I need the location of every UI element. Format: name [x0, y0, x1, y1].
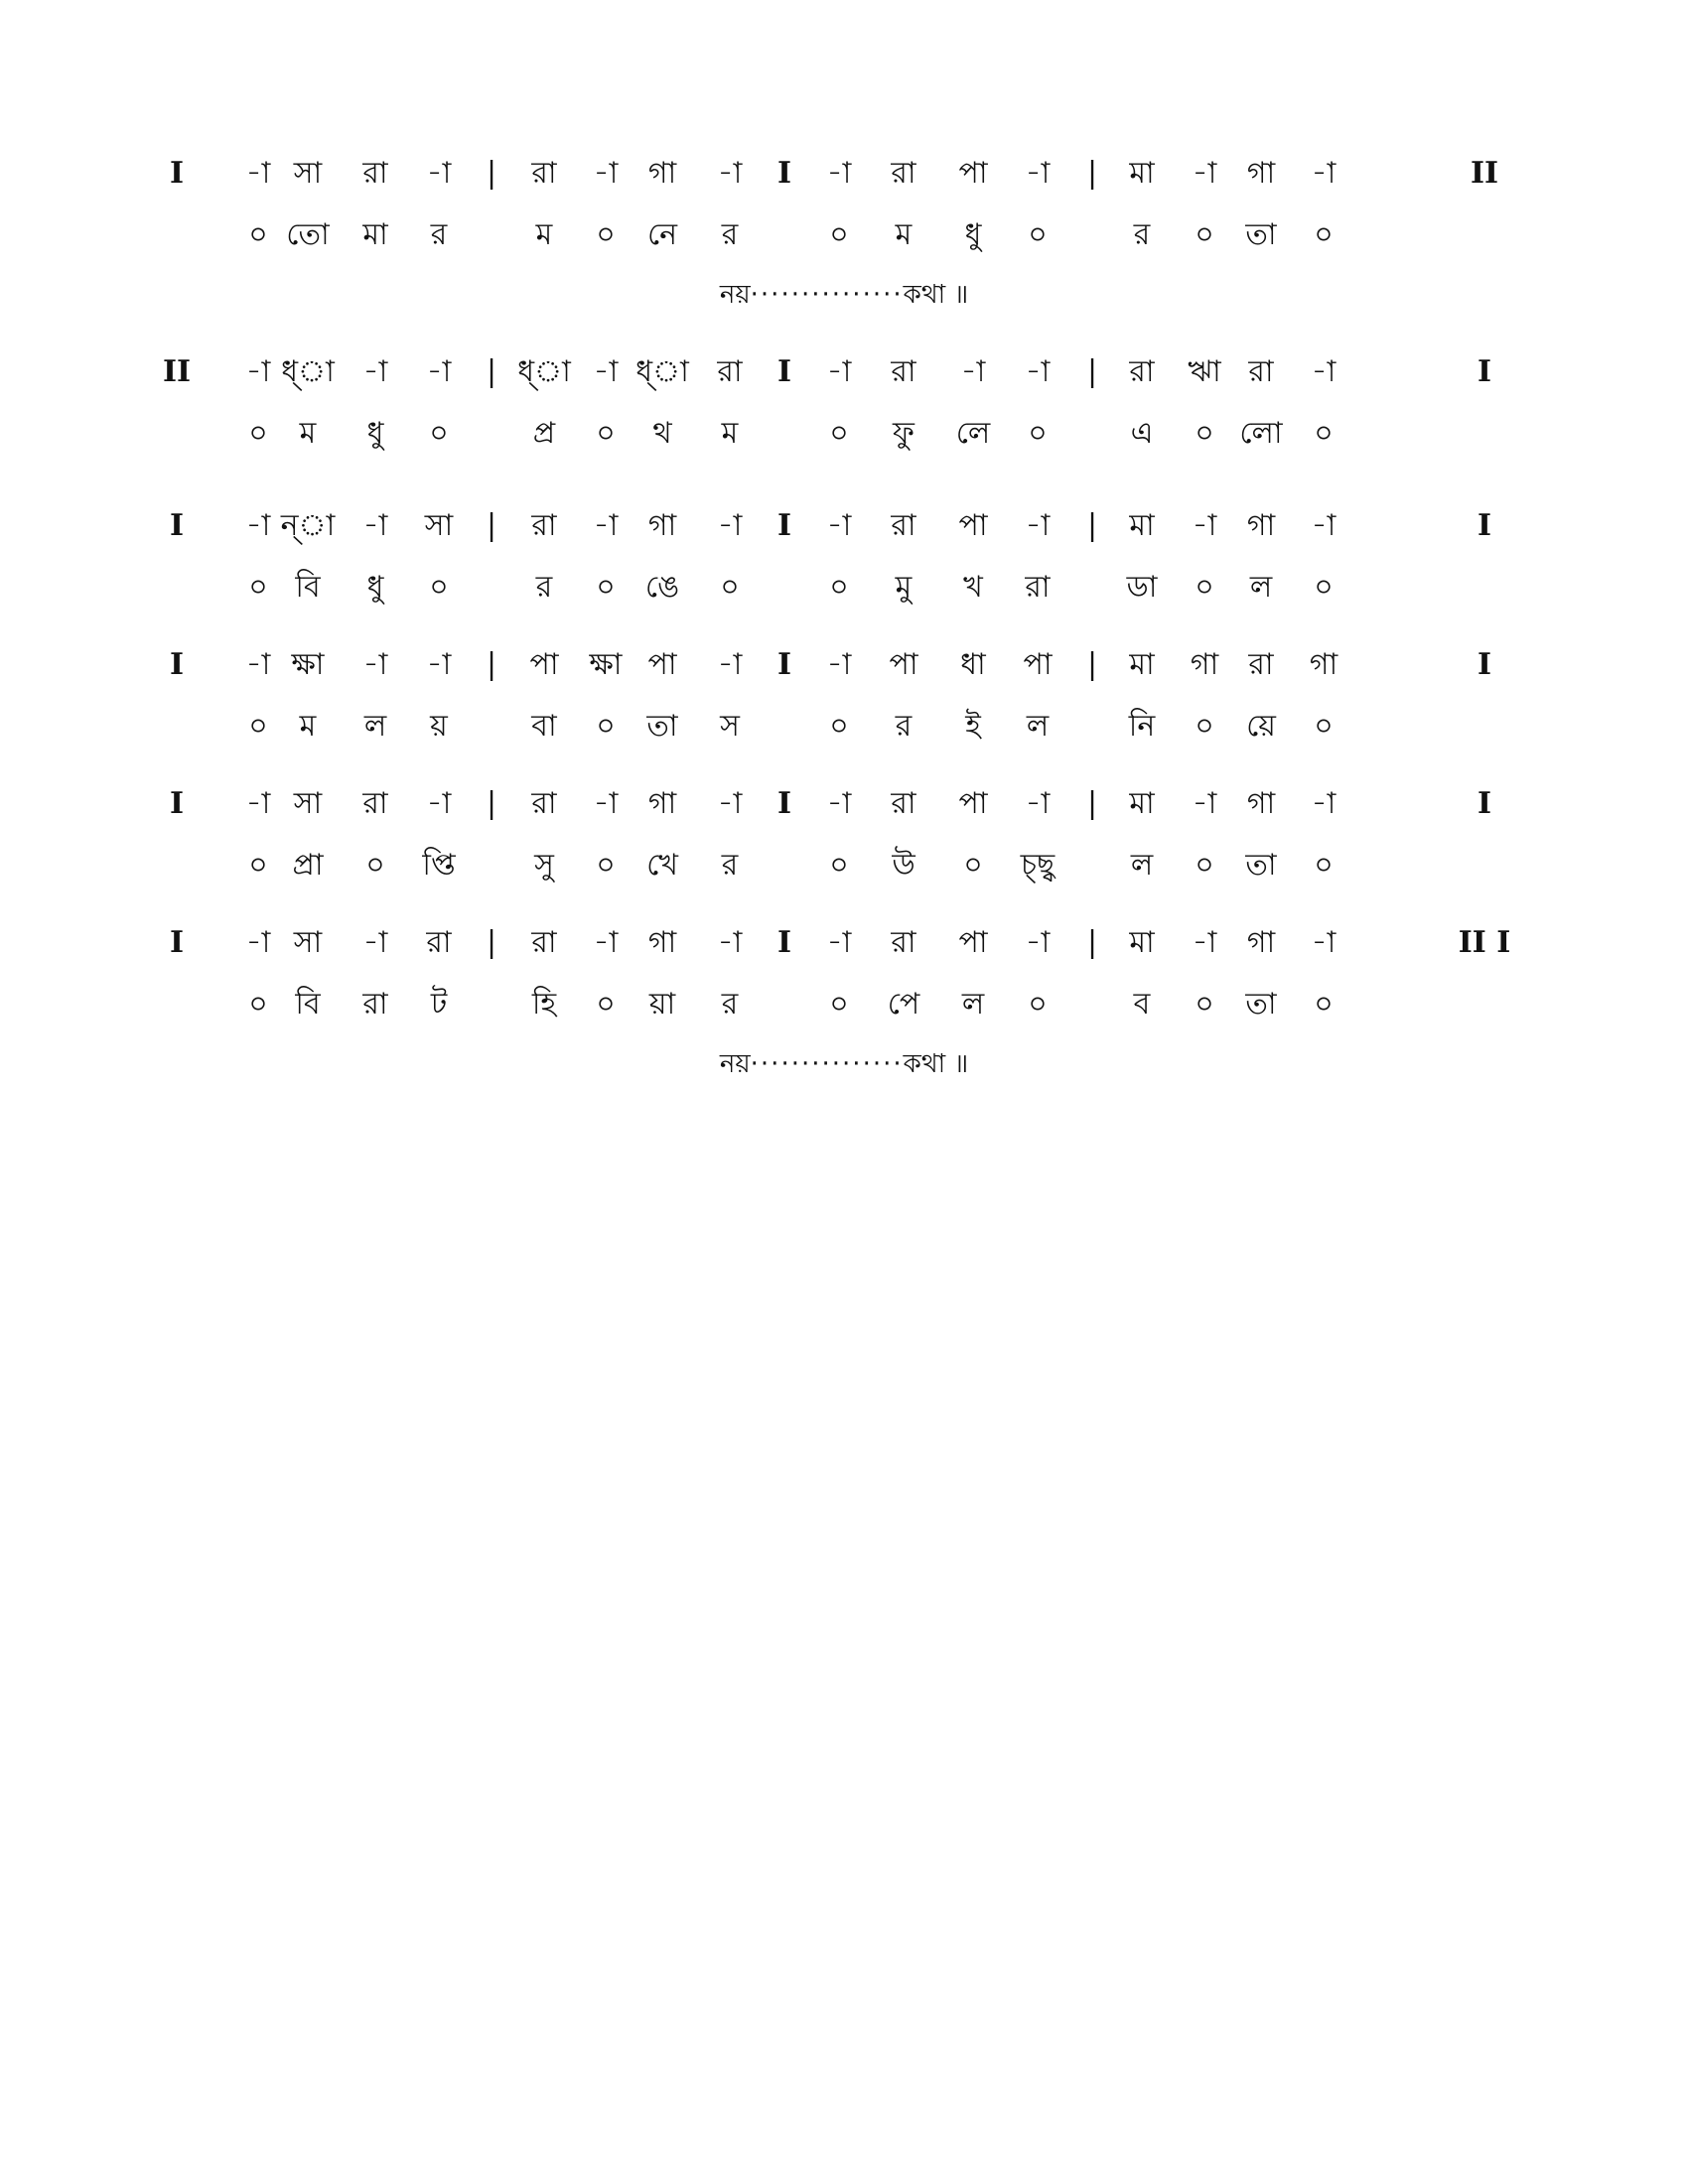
lyric-syllable: ট [430, 987, 448, 1022]
swara-note: পা [647, 647, 677, 682]
swara-note: -া [717, 156, 743, 191]
swara-note: মা [1129, 786, 1155, 821]
swara-note: রা [891, 354, 916, 389]
lyric-syllable: ০ [1195, 217, 1214, 252]
swara-note: রা [1248, 354, 1274, 389]
swara-note: ধা [960, 647, 986, 682]
lyric-syllable: ০ [248, 217, 268, 252]
lyric-syllable: ০ [1195, 848, 1214, 883]
lyric-syllable: র [721, 217, 739, 252]
lyric-syllable: বি [295, 570, 321, 605]
lyric-syllable: ম [299, 709, 317, 744]
lyric-syllable: র [1133, 217, 1151, 252]
lyric-row [0, 409, 1688, 459]
lyric-syllable: য় [430, 709, 448, 744]
swara-note: সা [293, 925, 323, 960]
swara-note: ঋা [1188, 354, 1221, 389]
swara-note: রা [717, 354, 743, 389]
barline: I [776, 925, 792, 960]
lyric-syllable: রা [362, 987, 388, 1022]
lyric-syllable: ০ [248, 416, 268, 451]
swara-note: -া [362, 354, 388, 389]
swara-note: পা [1023, 647, 1053, 682]
barline: | [486, 354, 497, 389]
lyric-syllable: তা [1245, 217, 1277, 252]
lyric-syllable: উ [892, 848, 915, 883]
swara-note: গা [1309, 647, 1338, 682]
barline: | [1086, 786, 1098, 821]
swara-note: -া [717, 647, 743, 682]
lyric-syllable: ০ [1195, 987, 1214, 1022]
lyric-syllable: থ [652, 416, 672, 451]
refrain-start: নয় [719, 1049, 751, 1079]
lyric-syllable: লো [1239, 416, 1283, 451]
lyric-syllable: ০ [1028, 987, 1048, 1022]
swara-row [0, 149, 1688, 199]
end-barline: II I [1458, 925, 1511, 960]
swara-note: -া [717, 925, 743, 960]
swara-note: রা [362, 156, 388, 191]
lyric-syllable: ০ [596, 709, 616, 744]
lyric-syllable: ০ [248, 709, 268, 744]
swara-note: মা [1129, 925, 1155, 960]
lyric-syllable: ০ [596, 217, 616, 252]
lyric-syllable: ০ [1314, 848, 1334, 883]
swara-note: রা [531, 508, 557, 543]
start-barline: I [169, 508, 185, 543]
lyric-syllable: ০ [1314, 709, 1334, 744]
end-barline: I [1477, 786, 1492, 821]
lyric-syllable: খ [963, 570, 983, 605]
swara-note: -া [1025, 156, 1051, 191]
lyric-syllable: ০ [1028, 217, 1048, 252]
swara-note: পা [958, 156, 988, 191]
swara-note: -া [1192, 156, 1217, 191]
swara-note: -া [717, 508, 743, 543]
swara-note: ন্া [280, 508, 336, 543]
barline: I [776, 508, 792, 543]
lyric-syllable: ০ [963, 848, 983, 883]
swara-note: মা [1129, 647, 1155, 682]
start-barline: I [169, 647, 185, 682]
swara-note: সা [424, 508, 454, 543]
barline: I [776, 156, 792, 191]
barline: | [486, 156, 497, 191]
lyric-syllable: তো [286, 217, 330, 252]
swara-note: -া [362, 508, 388, 543]
swara-note: -া [245, 647, 271, 682]
swara-note: -া [717, 786, 743, 821]
swara-note: -া [1025, 354, 1051, 389]
swara-note: সা [293, 786, 323, 821]
lyric-syllable: ০ [596, 987, 616, 1022]
swara-note: -া [826, 156, 852, 191]
swara-note: -া [1311, 786, 1336, 821]
lyric-syllable: ল [1026, 709, 1050, 744]
swara-note: -া [1311, 925, 1336, 960]
lyric-row [0, 841, 1688, 890]
swara-note: -া [960, 354, 986, 389]
lyric-syllable: ০ [1314, 570, 1334, 605]
swara-note: -া [593, 786, 619, 821]
refrain-end: কথা ॥ [903, 1049, 969, 1079]
start-barline: I [169, 786, 185, 821]
lyric-syllable: ০ [829, 416, 849, 451]
swara-row [0, 640, 1688, 690]
barline: | [486, 647, 497, 682]
swara-row [0, 347, 1688, 397]
lyric-syllable: ল [1249, 570, 1273, 605]
lyric-syllable: ০ [429, 416, 449, 451]
swara-row [0, 779, 1688, 829]
lyric-syllable: ল [363, 709, 387, 744]
swara-note: -া [362, 925, 388, 960]
swara-note: -া [826, 508, 852, 543]
swara-note: -া [593, 354, 619, 389]
swara-note: -া [245, 156, 271, 191]
barline: | [486, 786, 497, 821]
swara-note: রা [531, 156, 557, 191]
lyric-syllable: নে [646, 217, 678, 252]
lyric-row [0, 702, 1688, 751]
swara-note: -া [1025, 508, 1051, 543]
lyric-syllable: এ [1130, 416, 1154, 451]
lyric-syllable: ০ [248, 570, 268, 605]
lyric-syllable: ০ [248, 848, 268, 883]
swara-note: মা [1129, 156, 1155, 191]
lyric-syllable: ০ [829, 709, 849, 744]
swara-note: -া [245, 354, 271, 389]
lyric-syllable: ব [1133, 987, 1151, 1022]
swara-note: -া [1192, 508, 1217, 543]
swara-note: সা [293, 156, 323, 191]
swara-note: পা [529, 647, 559, 682]
barline: | [486, 508, 497, 543]
lyric-syllable: ০ [1314, 987, 1334, 1022]
end-barline: I [1477, 508, 1492, 543]
lyric-syllable: ০ [829, 848, 849, 883]
lyric-syllable: ঙে [644, 570, 680, 605]
barline: | [1086, 354, 1098, 389]
lyric-syllable: ম [299, 416, 317, 451]
start-barline: II [162, 354, 192, 389]
lyric-syllable: রা [1025, 570, 1051, 605]
refrain-marker [0, 273, 1688, 317]
lyric-row [0, 210, 1688, 260]
swara-note: -া [1192, 925, 1217, 960]
start-barline: I [169, 925, 185, 960]
lyric-syllable: ০ [1195, 570, 1214, 605]
barline: I [776, 647, 792, 682]
lyric-syllable: ০ [1195, 709, 1214, 744]
lyric-syllable: পে [887, 987, 920, 1022]
swara-note: পা [889, 647, 918, 682]
lyric-syllable: ০ [1314, 217, 1334, 252]
lyric-syllable: বা [531, 709, 557, 744]
barline: | [486, 925, 497, 960]
lyric-syllable: র [721, 848, 739, 883]
barline: | [1086, 508, 1098, 543]
swara-row [0, 501, 1688, 551]
lyric-syllable: প্তি [422, 848, 456, 883]
swara-note: -া [1311, 354, 1336, 389]
swara-note: রা [891, 786, 916, 821]
lyric-syllable: স [720, 709, 740, 744]
barline: I [776, 354, 792, 389]
barline: | [1086, 647, 1098, 682]
lyric-syllable: ফু [893, 416, 914, 451]
swara-note: গা [1246, 508, 1276, 543]
swara-note: ধ্া [281, 354, 335, 389]
swara-note: গা [647, 786, 677, 821]
swara-note: -া [362, 647, 388, 682]
swara-note: গা [1246, 786, 1276, 821]
lyric-row [0, 563, 1688, 613]
swara-note: -া [1025, 925, 1051, 960]
swara-note: গা [1246, 156, 1276, 191]
lyric-syllable: ০ [829, 217, 849, 252]
lyric-syllable: র [535, 570, 553, 605]
lyric-syllable: র [430, 217, 448, 252]
notation-block [0, 149, 1688, 278]
lyric-syllable: ০ [365, 848, 385, 883]
swara-note: রা [531, 925, 557, 960]
lyric-syllable: নি [1128, 709, 1156, 744]
swara-note: রা [362, 786, 388, 821]
swara-note: গা [1190, 647, 1219, 682]
lyric-syllable: ম [721, 416, 739, 451]
swara-note: পা [958, 925, 988, 960]
notation-block [0, 347, 1688, 477]
lyric-syllable: য়া [648, 987, 676, 1022]
swara-note: -া [826, 647, 852, 682]
lyric-syllable: তা [1245, 848, 1277, 883]
swara-note: গা [647, 925, 677, 960]
swara-note: -া [593, 508, 619, 543]
lyric-syllable: ০ [1195, 416, 1214, 451]
end-barline: II [1470, 156, 1499, 191]
swara-note: পা [958, 508, 988, 543]
lyric-syllable: ল [1130, 848, 1154, 883]
lyric-syllable: তা [646, 709, 678, 744]
swara-note: গা [647, 508, 677, 543]
swara-note: -া [826, 354, 852, 389]
lyric-syllable: ০ [829, 570, 849, 605]
swara-note: রা [891, 508, 916, 543]
lyric-syllable: ই [965, 709, 981, 744]
lyric-syllable: ম [895, 217, 913, 252]
barline: I [776, 786, 792, 821]
swara-note: রা [891, 925, 916, 960]
swara-row [0, 918, 1688, 968]
refrain-end: কথা ॥ [903, 280, 969, 310]
barline: | [1086, 925, 1098, 960]
lyric-row [0, 980, 1688, 1029]
lyric-syllable: ০ [1314, 416, 1334, 451]
swara-note: রা [1129, 354, 1155, 389]
swara-note: রা [891, 156, 916, 191]
swara-note: রা [1248, 647, 1274, 682]
swara-note: ধ্া [635, 354, 689, 389]
swara-note: ক্ষা [291, 647, 325, 682]
lyric-syllable: ০ [429, 570, 449, 605]
lyric-syllable: প্রা [292, 848, 324, 883]
swara-note: -া [245, 508, 271, 543]
notation-block [0, 918, 1688, 1047]
lyric-syllable: র [721, 987, 739, 1022]
lyric-syllable: তা [1245, 987, 1277, 1022]
swara-note: -া [593, 925, 619, 960]
swara-note: -া [1311, 508, 1336, 543]
lyric-syllable: সু [534, 848, 554, 883]
notation-block [0, 501, 1688, 630]
lyric-syllable: ০ [720, 570, 740, 605]
lyric-syllable: ০ [596, 570, 616, 605]
lyric-syllable: ধু [366, 570, 384, 605]
swara-note: -া [426, 156, 452, 191]
refrain-start: নয় [719, 280, 751, 310]
lyric-syllable: বি [295, 987, 321, 1022]
refrain-dots: ··············· [750, 280, 904, 310]
lyric-syllable: লে [955, 416, 991, 451]
lyric-syllable: ধু [366, 416, 384, 451]
notation-block [0, 640, 1688, 769]
lyric-syllable: ডা [1126, 570, 1158, 605]
swara-note: -া [426, 647, 452, 682]
lyric-syllable: মু [895, 570, 913, 605]
lyric-syllable: চ্ছ্ব [1020, 848, 1055, 883]
refrain-marker [0, 1042, 1688, 1086]
swara-note: -া [826, 925, 852, 960]
swara-note: গা [1246, 925, 1276, 960]
lyric-syllable: ০ [248, 987, 268, 1022]
swara-note: -া [245, 925, 271, 960]
lyric-syllable: র [895, 709, 913, 744]
lyric-syllable: ল [961, 987, 985, 1022]
notation-block [0, 779, 1688, 908]
start-barline: I [169, 156, 185, 191]
lyric-syllable: প্র [532, 416, 556, 451]
lyric-syllable: মা [362, 217, 388, 252]
lyric-syllable: ম [535, 217, 553, 252]
swara-note: -া [826, 786, 852, 821]
lyric-syllable: ০ [1028, 416, 1048, 451]
lyric-syllable: ০ [829, 987, 849, 1022]
swara-note: ধ্া [517, 354, 571, 389]
lyric-syllable: হি [531, 987, 557, 1022]
refrain-dots: ··············· [750, 1049, 904, 1079]
swara-note: -া [1192, 786, 1217, 821]
lyric-syllable: য়ে [1246, 709, 1276, 744]
swara-note: -া [426, 354, 452, 389]
lyric-syllable: খে [646, 848, 678, 883]
swara-note: -া [1025, 786, 1051, 821]
swara-note: গা [647, 156, 677, 191]
swara-note: ক্ষা [589, 647, 623, 682]
lyric-syllable: ০ [596, 416, 616, 451]
end-barline: I [1477, 647, 1492, 682]
lyric-syllable: ০ [596, 848, 616, 883]
swara-note: -া [426, 786, 452, 821]
swara-note: -া [593, 156, 619, 191]
swara-note: -া [245, 786, 271, 821]
barline: | [1086, 156, 1098, 191]
swara-note: -া [1311, 156, 1336, 191]
swara-note: মা [1129, 508, 1155, 543]
end-barline: I [1477, 354, 1492, 389]
lyric-syllable: ধু [964, 217, 982, 252]
swara-note: রা [426, 925, 452, 960]
swara-note: রা [531, 786, 557, 821]
swara-note: পা [958, 786, 988, 821]
